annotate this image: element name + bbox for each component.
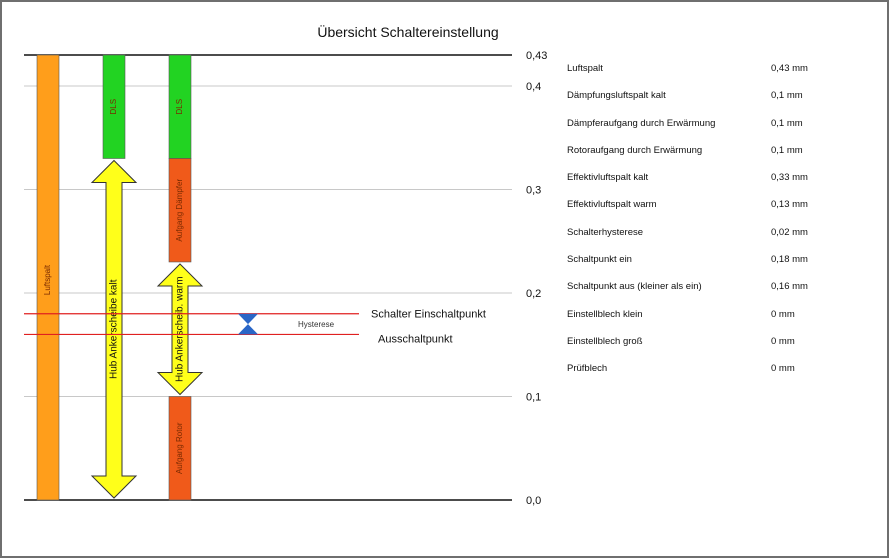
settings-table [567,55,827,383]
switch-layer [24,309,486,346]
row-value: 0,02 mm [771,226,808,238]
bar-label-aufgang-daempfer: Aufgang Dämpfer [175,178,185,242]
bar-label-luftspalt: Luftspalt [43,264,53,296]
tick-label: 0,2 [526,288,542,301]
row-name: Schaltpunkt aus (kleiner als ein) [567,281,702,293]
row-name: Effektivluftspalt kalt [567,172,649,184]
row-name: Einstellblech groß [567,335,643,347]
row-value: 0,1 mm [771,144,803,156]
tick-label: 0,0 [526,495,542,507]
row-value: 0,33 mm [771,172,808,184]
tick-label: 0,43 [526,50,548,62]
table-row [567,82,827,109]
table-row [567,219,827,246]
row-name: Dämpferaufgang durch Erwärmung [567,117,716,129]
row-value: 0,16 mm [771,281,808,293]
tick-label: 0,1 [526,391,542,404]
arrow-label-hub-warm: Hub Ankerscheib. warm [174,276,186,383]
page-title: Übersicht Schaltereinstellung [317,24,499,40]
row-name: Dämpfungsluftspalt kalt [567,90,666,102]
bar-label-dls-kalt: DLS [109,98,119,115]
hysterese-bottom-icon [238,324,258,334]
row-value: 0,43 mm [771,63,808,74]
row-value: 0 mm [771,335,795,347]
table-row [567,191,827,218]
bar-label-aufgang-rotor: Aufgang Rotor [175,422,185,475]
row-value: 0 mm [771,308,795,320]
ausschaltpunkt-label: Ausschaltpunkt [378,333,453,346]
row-name: Einstellblech klein [567,308,643,320]
row-value: 0,18 mm [771,254,808,266]
row-value: 0,1 mm [771,90,803,102]
einschaltpunkt-label: Schalter Einschaltpunkt [371,308,486,321]
row-name: Schaltpunkt ein [567,254,632,266]
table-row [567,355,827,382]
hysterese-top-icon [238,314,258,324]
row-value: 0 mm [771,363,795,375]
table-row [567,273,827,300]
table-row [567,246,827,273]
table-row [567,301,827,328]
hysterese-label: Hysterese [298,320,335,330]
tick-label: 0,3 [526,184,542,197]
row-name: Prüfblech [567,363,608,375]
row-name: Luftspalt [567,63,603,74]
arrow-label-hub-kalt: Hub Ankerscheibe kalt [108,279,120,380]
grid-lines [24,55,512,500]
row-name: Rotoraufgang durch Erwärmung [567,144,703,156]
row-value: 0,1 mm [771,117,803,129]
row-value: 0,13 mm [771,199,808,211]
row-name: Schalterhysterese [567,226,644,238]
table-row [567,137,827,164]
table-row [567,110,827,137]
tick-labels [526,50,547,507]
bar-label-dls-warm: DLS [175,98,185,115]
row-name: Effektivluftspalt warm [567,199,657,211]
tick-label: 0,4 [526,81,542,94]
table-row [567,328,827,355]
table-row [567,164,827,191]
table-row [567,55,827,82]
